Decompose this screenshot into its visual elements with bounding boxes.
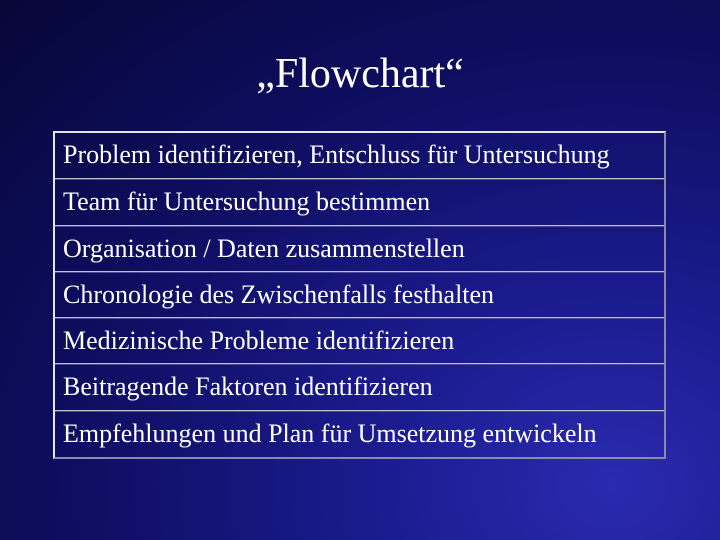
flowchart-step-5: Medizinische Probleme identifizieren (55, 318, 664, 364)
flowchart-step-1: Problem identifizieren, Entschluss für Untersuchung (55, 133, 664, 179)
flowchart-step-6: Beitragende Faktoren identifizieren (55, 364, 664, 410)
flowchart-step-list (53, 131, 666, 459)
flowchart-step-3: Organisation / Daten zusammenstellen (55, 226, 664, 272)
flowchart-step-4: Chronologie des Zwischenfalls festhalten (55, 272, 664, 318)
flowchart-step-7: Empfehlungen und Plan für Umsetzung entwickeln (55, 411, 664, 457)
flowchart-step-2: Team für Untersuchung bestimmen (55, 179, 664, 225)
slide-title: „Flowchart“ (256, 51, 464, 97)
